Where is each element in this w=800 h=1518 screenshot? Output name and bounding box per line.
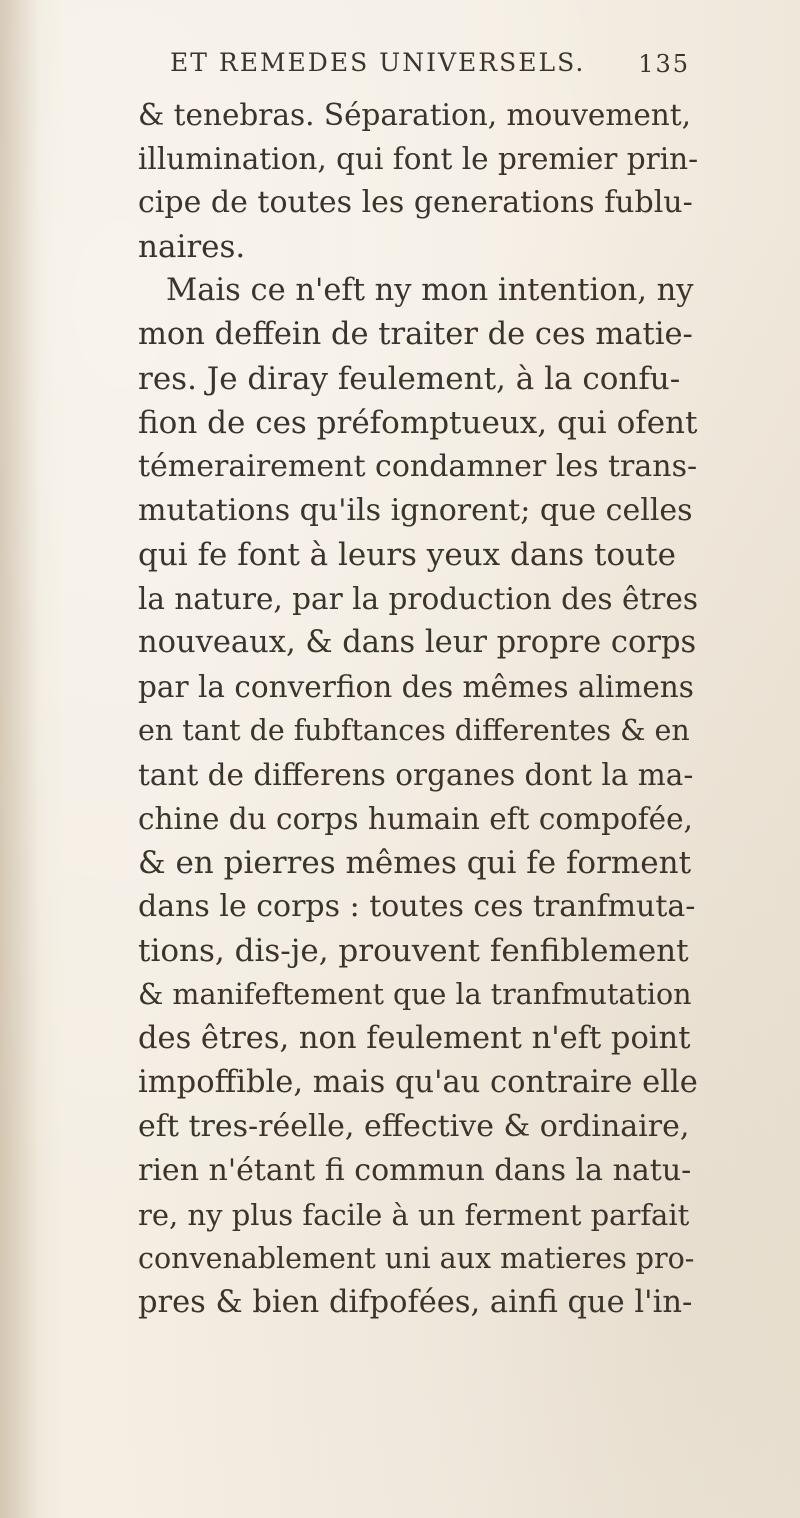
text-line: Mais ce n'eft ny mon intention, ny [166, 273, 694, 308]
text-line: dans le corps : toutes ces tranfmuta- [138, 889, 696, 924]
text-line: & en pierres mêmes qui fe forment [138, 845, 692, 881]
text-line: & tenebras. Séparation, mouvement, [138, 98, 692, 132]
text-line: en tant de fubftances differentes & en [138, 714, 690, 747]
text-line: tions, dis-je, prouvent fenfiblement [138, 933, 689, 969]
text-line: témerairement condamner les trans- [138, 449, 698, 484]
text-line: naires. [138, 229, 246, 265]
text-line: impoffible, mais qu'au contraire elle [138, 1065, 698, 1100]
text-line: pres & bien difpofées, ainfi que l'in- [138, 1285, 693, 1320]
text-line: chine du corps humain eft compofée, [138, 802, 693, 836]
text-line: tant de differens organes dont la ma- [138, 758, 694, 792]
text-line: la nature, par la production des êtres [138, 582, 698, 616]
page-number: 135 [638, 50, 690, 78]
text-line: des êtres, non feulement n'eft point [138, 1021, 691, 1056]
running-header [170, 48, 690, 88]
text-line: qui fe font à leurs yeux dans toute [138, 537, 676, 573]
text-line: eft tres-réelle, effective & ordinaire, [138, 1109, 690, 1144]
text-line: fion de ces préfomptueux, qui ofent [138, 405, 698, 441]
text-line: cipe de toutes les generations fublu- [138, 185, 693, 220]
text-line: mutations qu'ils ignorent; que celles [138, 493, 693, 528]
text-line: illumination, qui font le premier prin- [138, 142, 699, 176]
text-line: convenablement uni aux matieres pro- [138, 1242, 695, 1275]
text-line: res. Je diray feulement, à la confu- [138, 361, 681, 397]
text-line: mon deffein de traiter de ces matie- [138, 317, 693, 352]
text-line: par la converfion des mêmes alimens [138, 670, 694, 704]
text-line: rien n'étant fi commun dans la natu- [138, 1153, 692, 1188]
page-gutter-shadow [0, 0, 40, 1518]
text-line: & manifeftement que la tranfmutation [138, 978, 692, 1011]
text-line: re, ny plus facile à un ferment parfait [138, 1198, 690, 1232]
text-line: nouveaux, & dans leur propre corps [138, 625, 697, 660]
running-title: ET REMEDES UNIVERSELS. [170, 48, 586, 77]
